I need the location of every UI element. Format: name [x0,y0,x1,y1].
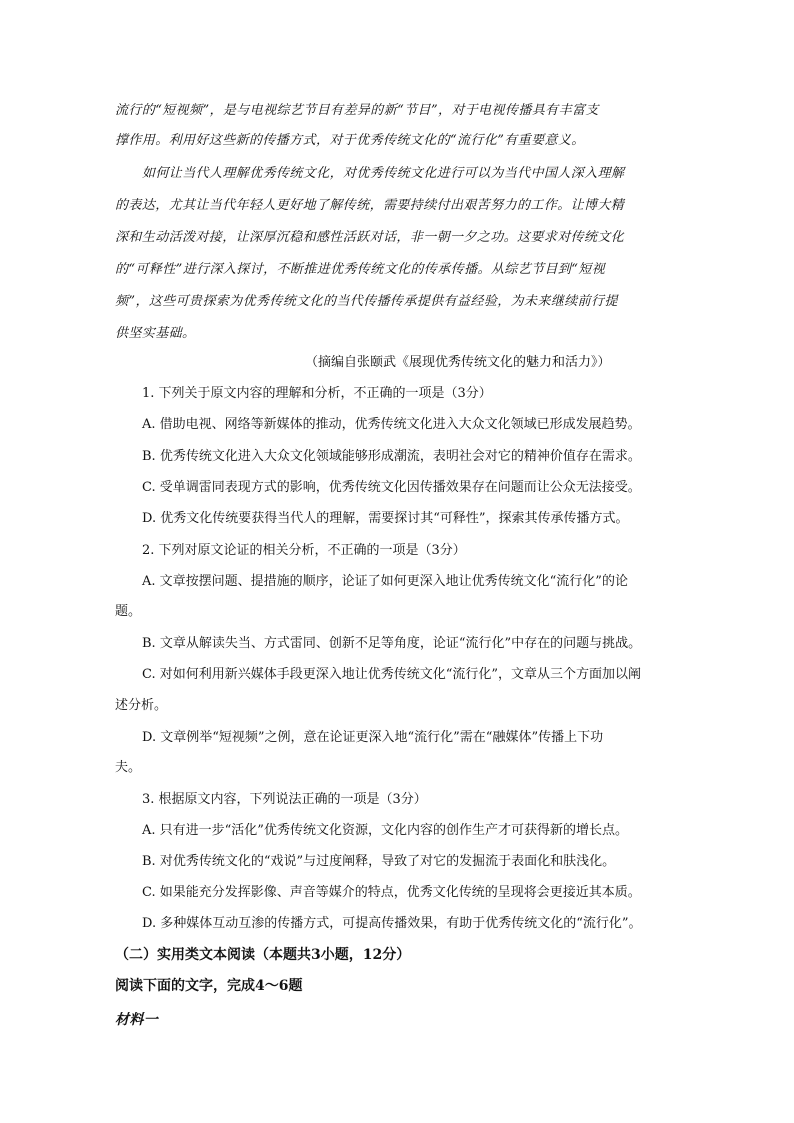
passage-line: 如何让当代人理解优秀传统文化，对优秀传统文化进行可以为当代中国人深入理解 [142,166,625,181]
option: D. 文章例举“短视频”之例，意在论证更深入地“流行化”需在“融媒体”传播上下功 [142,730,604,745]
option-continuation: 夫。 [115,760,142,775]
option: C. 受单调雷同表现方式的影响，优秀传统文化因传播效果存在问题而让公众无法接受。 [142,480,641,495]
passage-line: 流行的“短视频”，是与电视综艺节目有差异的新“节目”，对于电视传播具有丰富支 [115,103,599,118]
option: D. 优秀文化传统要获得当代人的理解，需要探讨其“可释性”，探索其传承传播方式。 [142,511,629,526]
option: D. 多种媒体互动互渗的传播方式，可提高传播效果，有助于优秀传统文化的“流行化”。 [142,916,642,931]
material-label: 材料一 [115,1012,159,1028]
question-stem: 3. 根据原文内容，下列说法正确的一项是（3分） [142,792,427,807]
option-continuation: 述分析。 [115,698,168,713]
option: A. 文章按摆问题、提措施的顺序，论证了如何更深入地让优秀传统文化“流行化”的论 [142,574,628,589]
source-citation: （摘编自张颐武《展现优秀传统文化的魅力和活力》） [305,355,611,370]
passage-line: 深和生动活泼对接，让深厚沉稳和感性活跃对话，非一朝一夕之功。这要求对传统文化 [115,230,625,245]
question-stem: 2. 下列对原文论证的相关分析，不正确的一项是（3分） [142,543,466,558]
option: B. 文章从解读失当、方式雷同、创新不足等角度，论证“流行化”中存在的问题与挑战。 [142,636,642,651]
option: A. 只有进一步“活化”优秀传统文化资源，文化内容的创作生产才可获得新的增长点。 [142,823,628,838]
passage-line: 供坚实基础。 [115,326,196,341]
option: B. 对优秀传统文化的“戏说”与过度阐释，导致了对它的发掘流于表面化和肤浅化。 [142,854,616,869]
passage-line: 的表达，尤其让当代年轻人更好地了解传统，需要持续付出艰苦努力的工作。让博大精 [115,198,625,213]
passage-line: 的“可释性”进行深入探讨，不断推进优秀传统文化的传承传播。从综艺节目到“短视 [115,262,606,277]
question-stem: 1. 下列关于原文内容的理解和分析，不正确的一项是（3分） [142,386,492,401]
option: C. 对如何利用新兴媒体手段更深入地让优秀传统文化“流行化”，文章从三个方面加以阐 [142,667,642,682]
option: C. 如果能充分发挥影像、声音等媒介的特点，优秀文化传统的呈现将会更接近其本质。 [142,885,641,900]
section-heading: （二）实用类文本阅读（本题共3小题，12分） [115,947,411,963]
instruction: 阅读下面的文字，完成4～6题 [115,978,303,994]
passage-line: 频”，这些可贵探索为优秀传统文化的当代传播传承提供有益经验，为未来继续前行提 [115,294,618,309]
option-continuation: 题。 [115,604,142,619]
passage-line: 撑作用。利用好这些新的传播方式，对于优秀传统文化的“流行化”有重要意义。 [115,133,585,148]
option: A. 借助电视、网络等新媒体的推动，优秀传统文化进入大众文化领域已形成发展趋势。 [142,417,641,432]
option: B. 优秀传统文化进入大众文化领域能够形成潮流，表明社会对它的精神价值存在需求。 [142,449,641,464]
